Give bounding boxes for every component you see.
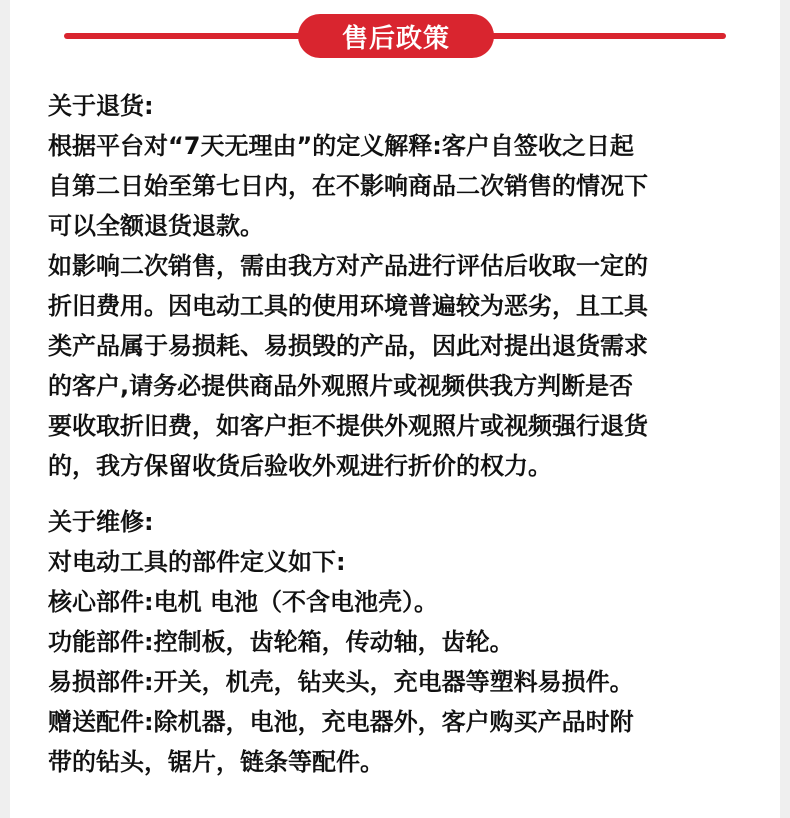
section-title-badge: 售后政策 (298, 14, 494, 58)
return-line: 要收取折旧费，如客户拒不提供外观照片或视频强行退货 (48, 412, 648, 440)
repair-line: 带的钻头，锯片，链条等配件。 (48, 748, 384, 776)
section-header (10, 14, 780, 58)
return-line: 根据平台对“7天无理由”的定义解释:客户自签收之日起 (48, 132, 634, 160)
return-line: 的客户,请务必提供商品外观照片或视频供我方判断是否 (48, 372, 634, 400)
repair-heading: 关于维修: (48, 508, 154, 536)
repair-line: 对电动工具的部件定义如下: (48, 548, 346, 576)
repair-line: 易损部件:开关，机壳，钻夹头，充电器等塑料易损件。 (48, 668, 634, 696)
return-line: 自第二日始至第七日内，在不影响商品二次销售的情况下 (48, 172, 648, 200)
repair-line: 功能部件:控制板，齿轮箱，传动轴，齿轮。 (48, 628, 514, 656)
policy-page (10, 0, 780, 818)
return-line: 的，我方保留收货后验收外观进行折价的权力。 (48, 452, 552, 480)
return-line: 类产品属于易损耗、易损毁的产品，因此对提出退货需求 (48, 332, 648, 360)
return-line: 可以全额退货退款。 (48, 212, 264, 240)
return-heading: 关于退货: (48, 92, 154, 120)
return-line: 折旧费用。因电动工具的使用环境普遍较为恶劣，且工具 (48, 292, 648, 320)
policy-content (48, 86, 768, 782)
return-line: 如影响二次销售，需由我方对产品进行评估后收取一定的 (48, 252, 648, 280)
section-spacer (48, 486, 768, 502)
repair-line: 核心部件:电机 电池（不含电池壳）。 (48, 588, 438, 616)
repair-line: 赠送配件:除机器，电池，充电器外，客户购买产品时附 (48, 708, 634, 736)
